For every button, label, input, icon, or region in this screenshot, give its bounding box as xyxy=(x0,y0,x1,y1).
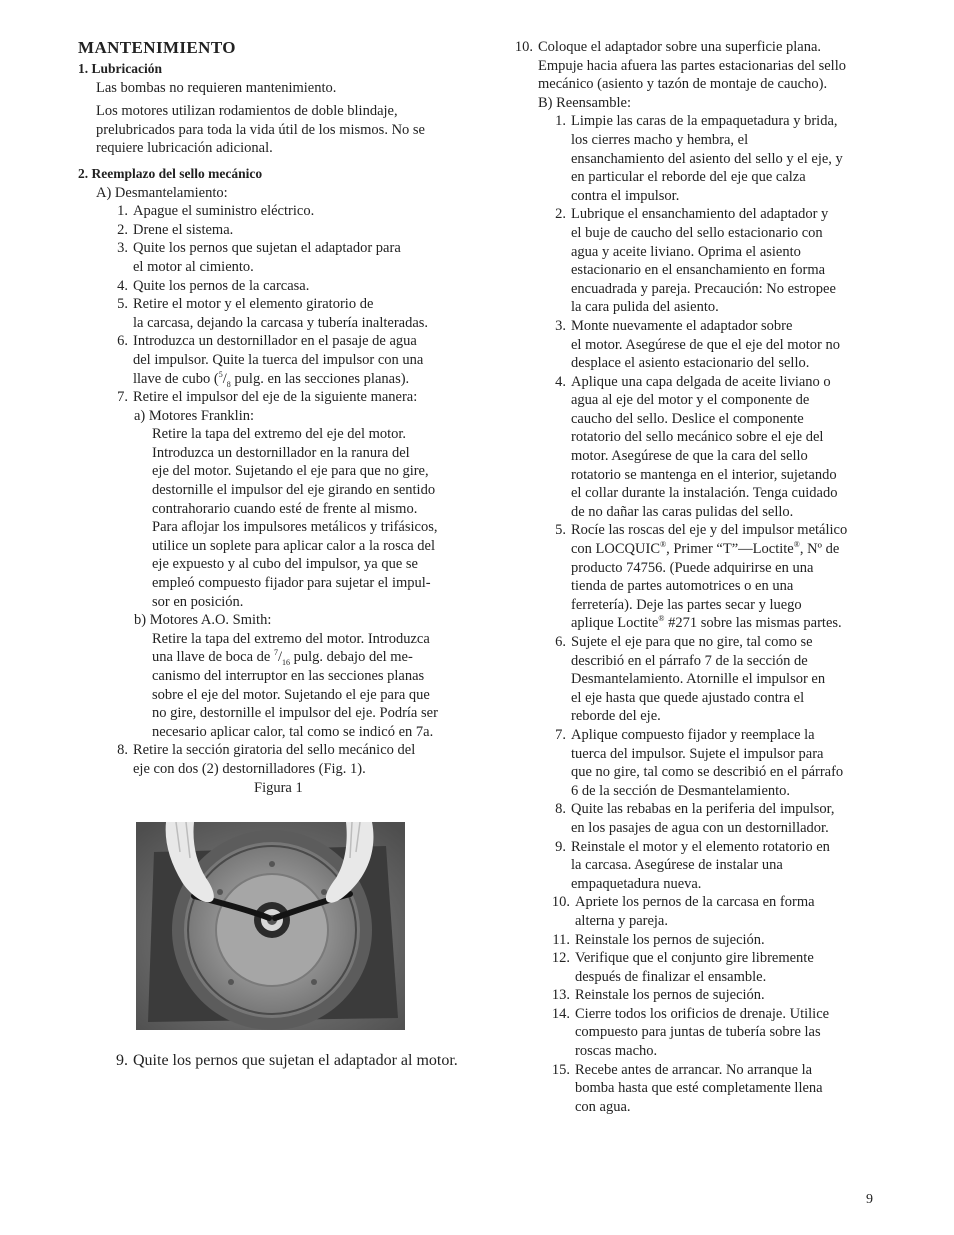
paragraph-line: contrahorario cuando esté de frente al mismo. xyxy=(152,500,418,517)
list-text: Quite las rebabas en la periferia del impulsor, xyxy=(571,801,835,818)
list-number: 6. xyxy=(555,634,566,650)
list-number: 4. xyxy=(117,277,128,294)
list-text: #271 sobre las mismas partes. xyxy=(664,615,842,632)
list-text: Retire el impulsor del eje de la siguiente manera: xyxy=(133,389,418,406)
list-text: aplique Loctite xyxy=(571,615,659,632)
paragraph-line: eje del motor. Sujetando el eje para que no gire, xyxy=(152,463,429,480)
list-text: producto 74756. (Puede adquirirse en una xyxy=(571,559,814,576)
list-text: empaquetadura nueva. xyxy=(571,875,702,892)
paragraph-block xyxy=(78,102,473,158)
paragraph-line: Los motores utilizan rodamientos de doble blindaje, xyxy=(96,103,398,120)
paragraph-line: utilice un soplete para aplicar calor a la rosca del xyxy=(152,537,436,554)
paragraph-line: sor en posición. xyxy=(152,593,244,610)
list-text: el motor. Asegúrese de que el eje del motor no xyxy=(571,336,840,353)
list-number: 7. xyxy=(117,389,128,406)
paragraph-line: requiere lubricación adicional. xyxy=(96,140,273,157)
list-text: Verifique que el conjunto gire libremente xyxy=(575,950,814,967)
paragraph-line: Retire la tapa del extremo del motor. Introduzca xyxy=(152,630,430,647)
list-text: los cierres macho y hembra, el xyxy=(571,131,749,148)
list-text: Apague el suministro eléctrico. xyxy=(133,203,315,220)
subheading-smith: b) Motores A.O. Smith: xyxy=(134,612,272,629)
list-text: tuerca del impulsor. Sujete el impulsor para xyxy=(571,745,824,762)
list-text: pulg. en las secciones planas). xyxy=(230,370,410,387)
list-number: 2. xyxy=(117,221,128,238)
list-number: 5. xyxy=(117,296,128,313)
list-text: estacionario en el ensanchamiento en forma xyxy=(571,262,826,279)
list-text: eje con dos (2) destornilladores (Fig. 1). xyxy=(133,760,366,777)
section-heading-lubricacion: 1. Lubricación xyxy=(78,61,163,76)
list-text: llave de cubo ( xyxy=(133,370,219,387)
list-text: 6 de la sección de Desmantelamiento. xyxy=(571,782,791,799)
list-text: que no gire, tal como se describió en el párrafo xyxy=(571,764,844,781)
list-item: 6. Introduzca un destornillador en el pasaje de agua del impulsor. Quite la tuerca del impulsor con una llave de cubo ($^5/_8$ pulg. en las secciones planas). xyxy=(78,332,473,388)
list-item xyxy=(510,893,885,930)
list-number: 6. xyxy=(117,333,128,350)
list-text: Reinstale el motor y el elemento rotatorio en xyxy=(571,838,830,855)
list-item xyxy=(510,1005,885,1061)
list-text: roscas macho. xyxy=(575,1043,658,1060)
list-item xyxy=(510,838,885,894)
list-text: Cierre todos los orificios de drenaje. Utilice xyxy=(575,1005,830,1022)
list-text: bomba hasta que esté completamente llena xyxy=(575,1080,823,1097)
list-number: 9. xyxy=(555,838,566,855)
list-item xyxy=(510,205,885,317)
list-text: Rocíe las roscas del eje y del impulsor metálico xyxy=(571,522,848,539)
subheading-desmantelamiento: A) Desmantelamiento: xyxy=(96,184,228,201)
list-number: 5. xyxy=(555,522,566,539)
list-item xyxy=(510,317,885,373)
registered-mark: ® xyxy=(658,614,665,624)
list-number: 3. xyxy=(555,317,566,334)
list-text: Recebe antes de arrancar. No arranque la xyxy=(575,1061,813,1078)
list-text: Drene el sistema. xyxy=(133,221,234,238)
list-text: Aplique compuesto fijador y reemplace la xyxy=(571,726,815,743)
list-text: Limpie las caras de la empaquetadura y brida, xyxy=(571,113,838,130)
list-item xyxy=(78,221,473,240)
list-text: ensanchamiento del asiento del sello y el eje, y xyxy=(571,150,843,167)
list-item xyxy=(510,931,885,950)
list-text: encuadrada y pareja. Precaución: No estropee xyxy=(571,280,836,297)
list-text: , Primer “T”—Loctite xyxy=(666,541,794,558)
list-text: Reinstale los pernos de sujeción. xyxy=(575,931,765,948)
list-number: 10. xyxy=(514,39,533,55)
text-span: pulg. debajo del me- xyxy=(290,649,413,666)
list-item xyxy=(78,1052,473,1070)
list-number: 7. xyxy=(555,726,566,743)
list-item xyxy=(510,112,885,205)
paragraph-line: canismo del interruptor en las secciones planas xyxy=(152,668,425,684)
list-text: Reinstale los pernos de sujeción. xyxy=(575,987,765,1004)
list-text: mecánico (asiento y tazón de montaje de caucho). xyxy=(538,76,828,93)
list-item xyxy=(78,741,473,778)
fraction-numerator: 7 xyxy=(273,648,278,658)
list-item xyxy=(510,800,885,837)
list-item xyxy=(78,239,473,276)
list-text: la carcasa. Asegúrese de instalar una xyxy=(571,857,783,874)
paragraph-line: sobre el eje del motor. Sujetando el eje para que xyxy=(152,686,430,703)
list-text: Retire la sección giratoria del sello mecánico del xyxy=(133,742,416,759)
list-text: motor. Asegúrese de que la cara del sello xyxy=(571,448,808,465)
list-item xyxy=(78,202,473,221)
list-text: Quite los pernos que sujetan el adaptador para xyxy=(133,240,401,257)
registered-mark: ® xyxy=(660,540,667,550)
subheading-franklin: a) Motores Franklin: xyxy=(134,407,255,424)
list-text: después de finalizar el ensamble. xyxy=(575,968,767,985)
smith-block xyxy=(78,630,473,742)
subheading-reensamble: B) Reensamble: xyxy=(538,94,632,111)
list-text: Quite los pernos de la carcasa. xyxy=(133,277,310,294)
list-text: compuesto para juntas de tubería sobre las xyxy=(575,1024,821,1041)
list-number: 4. xyxy=(555,373,566,390)
list-item xyxy=(510,726,885,800)
list-text: en los pasajes de agua con un destornillador. xyxy=(571,819,829,836)
paragraph-line: necesario aplicar calor, tal como se indicó en 7a. xyxy=(152,723,434,740)
list-item xyxy=(510,1061,885,1117)
list-text: caucho del sello. Deslice el componente xyxy=(571,410,804,427)
list-text: Sujete el eje para que no gire, tal como se xyxy=(571,634,813,650)
paragraph-line: prelubricados para toda la vida útil de los mismos. No se xyxy=(96,121,425,138)
list-item xyxy=(510,949,885,986)
paragraph-line: una llave de boca de $^7/_{16}$ pulg. debajo del me- xyxy=(152,648,413,668)
list-text: con LOCQUIC xyxy=(571,541,661,558)
page-number: 9 xyxy=(866,1192,873,1207)
list-number: 8. xyxy=(117,742,128,759)
list-item xyxy=(510,521,885,633)
list-text: con agua. xyxy=(575,1098,631,1115)
seal-removal-photo xyxy=(136,822,405,1030)
list-number: 1. xyxy=(117,203,128,220)
list-number: 8. xyxy=(555,801,566,818)
list-text: ferretería). Deje las partes secar y luego xyxy=(571,596,802,613)
right-column xyxy=(510,38,885,1116)
fraction-denominator: 8 xyxy=(226,379,231,389)
list-text: Introduzca un destornillador en el pasaje de agua xyxy=(133,333,417,350)
list-text: Retire el motor y el elemento giratorio de xyxy=(133,296,374,313)
list-number: 12. xyxy=(551,950,570,967)
list-number: 9. xyxy=(116,1052,128,1069)
list-item xyxy=(510,373,885,522)
list-text: Empuje hacia afuera las partes estacionarias del sello xyxy=(538,57,846,74)
page-title: MANTENIMIENTO xyxy=(78,38,236,57)
paragraph-line: eje expuesto y al cubo del impulsor, ya que se xyxy=(152,556,418,573)
list-item xyxy=(510,633,885,726)
fraction-denominator: 16 xyxy=(282,658,291,668)
registered-mark: ® xyxy=(793,540,800,550)
list-number: 3. xyxy=(117,240,128,257)
paragraph-line: Retire la tapa del extremo del eje del motor. xyxy=(152,426,407,443)
section-heading-reemplazo: 2. Reemplazo del sello mecánico xyxy=(78,165,263,181)
list-text: agua al eje del motor y el componente de xyxy=(571,392,810,409)
figure-caption: Figura 1 xyxy=(254,779,303,796)
list-text: Apriete los pernos de la carcasa en forma xyxy=(575,894,815,911)
list-number: 14. xyxy=(551,1005,570,1022)
paragraph-line: Introduzca un destornillador en la ranura del xyxy=(152,444,410,461)
list-item xyxy=(510,986,885,1005)
paragraph: Las bombas no requieren mantenimiento. xyxy=(96,79,337,96)
paragraph-line: empleó compuesto fijador para sujetar el impul- xyxy=(152,575,431,592)
list-number: 11. xyxy=(552,931,570,948)
list-text: el motor al cimiento. xyxy=(133,258,254,275)
list-text: Desmantelamiento. Atornille el impulsor en xyxy=(571,671,826,688)
left-column xyxy=(78,38,473,797)
list-item xyxy=(78,277,473,296)
list-text: la cara pulida del asiento. xyxy=(571,299,719,316)
list-text: describió en el párrafo 7 de la sección de xyxy=(571,652,808,669)
list-text: tienda de partes automotrices o en una xyxy=(571,578,794,595)
figure-photo xyxy=(136,822,405,1030)
list-number: 2. xyxy=(555,206,566,223)
list-text: de no dañar las caras pulidas del sello. xyxy=(571,503,794,520)
list-text: el buje de caucho del sello estacionario con xyxy=(571,224,823,241)
paragraph-line: no gire, destornille el impulsor del eje. Podría ser xyxy=(152,705,438,722)
list-item xyxy=(510,38,885,94)
list-number: 15. xyxy=(551,1061,570,1078)
list-number: 13. xyxy=(551,987,570,1004)
list-text: Quite los pernos que sujetan el adaptador al motor. xyxy=(133,1052,458,1069)
list-text: contra el impulsor. xyxy=(571,187,680,204)
paragraph-line: destornille el impulsor del eje girando en sentido xyxy=(152,482,436,499)
list-item xyxy=(78,295,473,332)
paragraph-line: Para aflojar los impulsores metálicos y trifásicos, xyxy=(152,519,438,536)
list-number: 10. xyxy=(551,894,570,911)
list-text: desplace el asiento estacionario del sello. xyxy=(571,355,810,372)
list-number: 1. xyxy=(555,113,566,130)
list-text: en particular el reborde del eje que calza xyxy=(571,169,806,186)
list-text: rotatorio del sello mecánico sobre el eje del xyxy=(571,429,824,446)
list-text: agua y aceite liviano. Oprima el asiento xyxy=(571,243,801,260)
list-item xyxy=(78,388,473,407)
list-text: Lubrique el ensanchamiento del adaptador y xyxy=(571,206,829,223)
list-text: Coloque el adaptador sobre una superficie plana. xyxy=(538,39,822,55)
list-text: el collar durante la instalación. Tenga cuidado xyxy=(571,485,838,502)
text-span: una llave de boca de xyxy=(152,649,274,666)
list-text: la carcasa, dejando la carcasa y tubería inalteradas. xyxy=(133,314,429,331)
list-text: del impulsor. Quite la tuerca del impulsor con una xyxy=(133,351,424,368)
list-text: Aplique una capa delgada de aceite liviano o xyxy=(571,373,831,390)
list-text: reborde del eje. xyxy=(571,708,661,725)
franklin-block xyxy=(78,425,473,611)
left-step-9 xyxy=(78,1052,473,1070)
list-text: , Nº de xyxy=(799,541,840,558)
list-text: rotatorio se mantenga en el interior, sujetando xyxy=(571,466,837,483)
list-text: Monte nuevamente el adaptador sobre xyxy=(571,317,793,334)
fraction-numerator: 5 xyxy=(218,369,223,379)
list-text: el eje hasta que quede ajustado contra el xyxy=(571,689,805,706)
list-text: alterna y pareja. xyxy=(575,912,668,929)
